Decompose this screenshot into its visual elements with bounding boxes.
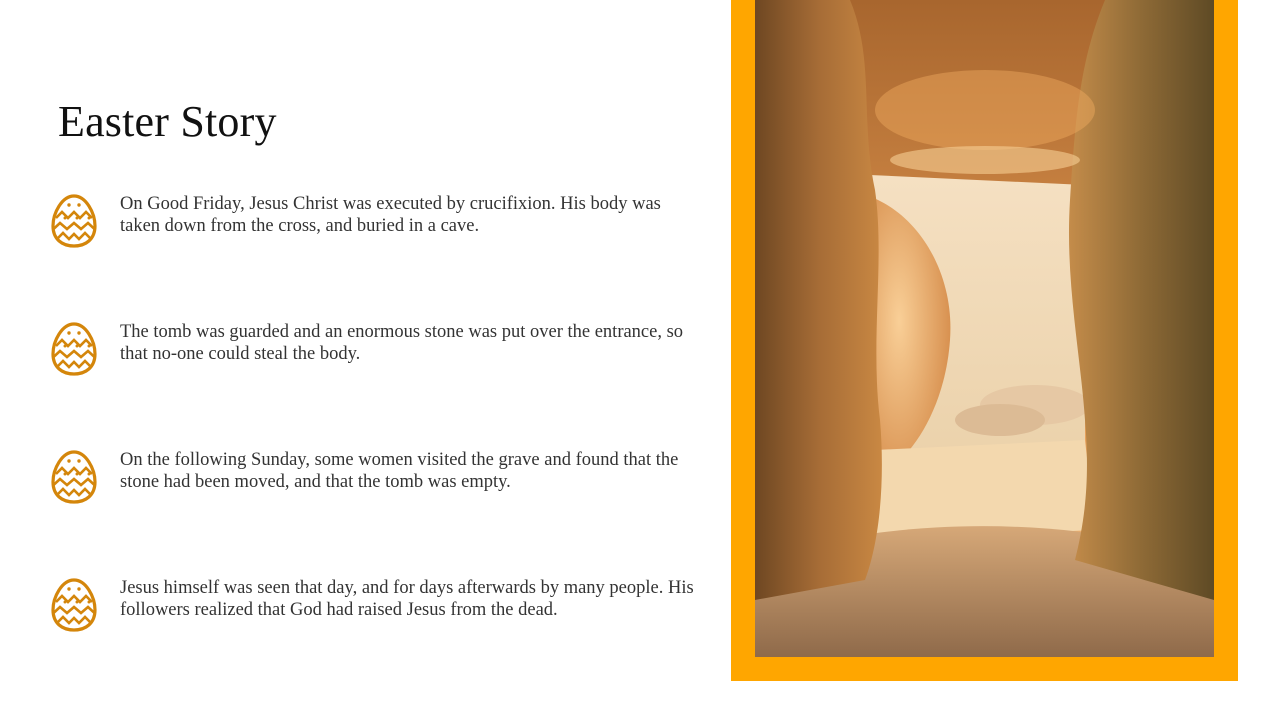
empty-tomb-photo [755, 0, 1214, 657]
story-item-1 [50, 193, 700, 253]
story-item-text: The tomb was guarded and an enormous stone was put over the entrance, so that no-one could steal the body. [120, 322, 684, 364]
easter-egg-icon [50, 577, 98, 633]
easter-egg-icon [50, 193, 98, 249]
story-item-2 [50, 321, 700, 381]
slide-title: Easter Story [58, 97, 277, 146]
story-item-4 [50, 577, 700, 637]
photo-frame [731, 0, 1238, 681]
story-item-text: On the following Sunday, some women visited the grave and found that the stone had been moved, and that the tomb was empty. [120, 450, 679, 492]
easter-egg-icon [50, 321, 98, 377]
story-item-text: Jesus himself was seen that day, and for days afterwards by many people. His followers realized that God had raised Jesus from the dead. [120, 578, 694, 620]
empty-tomb-image [755, 0, 1214, 657]
story-item-text: On Good Friday, Jesus Christ was executed by crucifixion. His body was taken down from the cross, and buried in a cave. [120, 194, 661, 236]
story-item-3 [50, 449, 700, 509]
easter-egg-icon [50, 449, 98, 505]
